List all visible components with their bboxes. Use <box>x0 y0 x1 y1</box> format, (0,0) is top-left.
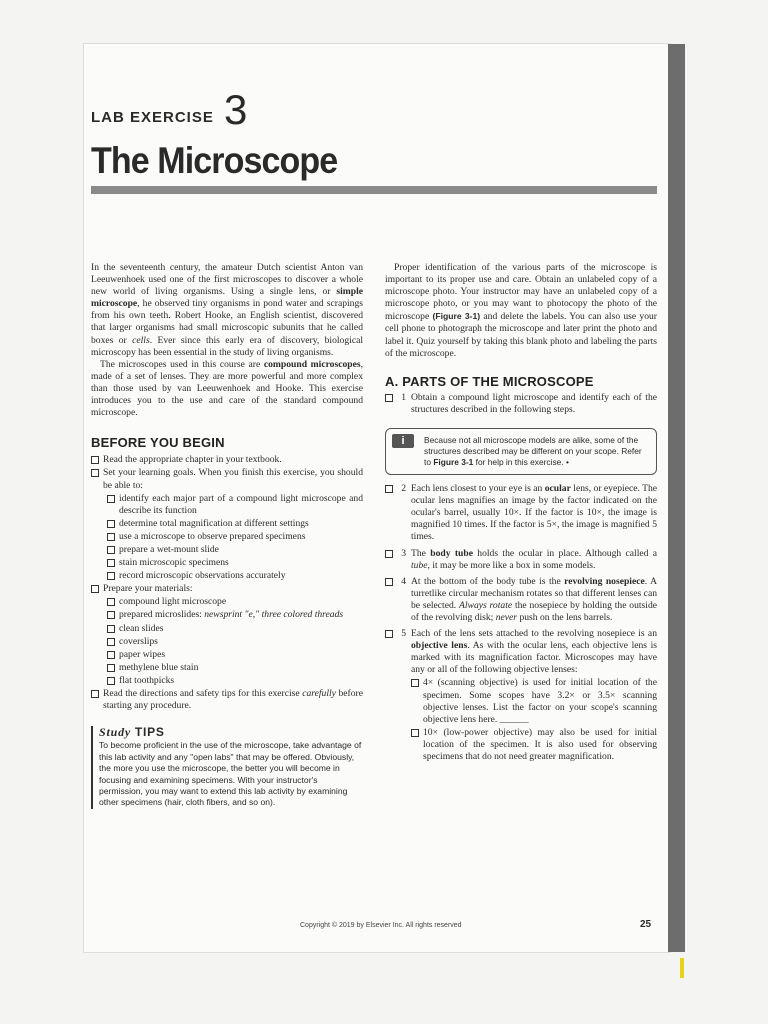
checkbox[interactable] <box>107 572 115 580</box>
goal-item[interactable]: determine total magnification at different settings <box>107 518 363 530</box>
checkbox[interactable] <box>411 679 419 687</box>
checkbox[interactable] <box>91 456 99 464</box>
title-divider <box>91 186 657 194</box>
goal-item[interactable]: record microscopic observations accurately <box>107 570 363 582</box>
page-edge-highlight <box>680 958 684 978</box>
checkbox[interactable] <box>107 651 115 659</box>
checklist-item-read-chapter[interactable]: Read the appropriate chapter in your textbook. <box>91 454 363 466</box>
checkbox[interactable] <box>385 550 393 558</box>
left-column <box>91 262 363 809</box>
parts-of-microscope-heading: A. PARTS OF THE MICROSCOPE <box>385 373 594 389</box>
checkbox[interactable] <box>91 585 99 593</box>
material-item[interactable]: clean slides <box>107 623 363 635</box>
checklist-item-learning-goals[interactable]: Set your learning goals. When you finish this exercise, you should be able to: <box>91 467 363 491</box>
material-item[interactable]: compound light microscope <box>107 596 363 608</box>
checkbox[interactable] <box>411 729 419 737</box>
checklist-item-materials[interactable]: Prepare your materials: <box>91 583 363 595</box>
step-3[interactable]: 3 The body tube holds the ocular in place. Although called a tube, it may be more like a box in some models. <box>385 548 657 572</box>
step-2[interactable]: 2 Each lens closest to your eye is an ocular lens, or eyepiece. The ocular lens magnifies an image by the factor indicated on the ocular's barrel, usually 10×. If the factor is 10×, the image is magnified 10 times. If the factor is 5×, the image is magnified 5 times. <box>385 483 657 543</box>
checkbox[interactable] <box>385 485 393 493</box>
goal-item[interactable]: identify each major part of a compound light microscope and describe its function <box>107 493 363 517</box>
checkbox[interactable] <box>385 394 393 402</box>
intro-paragraph-1: In the seventeenth century, the amateur Dutch scientist Anton van Leeuwenhoek used one of the first microscopes to discover a whole new world of living organisms. Using a single lens, or simple microscope, he observed tiny organisms in pond water and scrapings from his own teeth. Robert Hooke, an English scientist, discovered that larger organisms had small microscopic subunits that he called boxes or cells. Ever since this early era of discovery, biological microscopy has been essential in the study of living organisms. <box>91 262 363 358</box>
checkbox[interactable] <box>385 578 393 586</box>
info-note-box: i Because not all microscope models are alike, some of the structures described may be different on your scope. Refer to Figure 3-1 for help in this exercise. • <box>385 428 657 475</box>
material-item[interactable]: paper wipes <box>107 649 363 661</box>
copyright-footer: Copyright © 2019 by Elsevier Inc. All rights reserved <box>300 922 462 929</box>
goal-item[interactable]: use a microscope to observe prepared specimens <box>107 531 363 543</box>
checkbox[interactable] <box>107 664 115 672</box>
material-item-microslides[interactable]: prepared microslides: newsprint "e," three colored threads <box>107 609 363 621</box>
before-you-begin-heading: BEFORE YOU BEGIN <box>91 435 225 451</box>
objective-low-power[interactable]: 10× (low-power objective) may also be used for initial location of the specimen. It is also used for observing specimens that do not need greater magnification. <box>411 727 657 763</box>
study-tips-box <box>91 726 363 809</box>
step-1[interactable]: 1 Obtain a compound light microscope and identify each of the structures described in the following steps. <box>385 392 657 416</box>
checkbox[interactable] <box>107 533 115 541</box>
page-edge-tab <box>668 44 685 952</box>
page-number: 25 <box>640 919 652 930</box>
material-item[interactable]: methylene blue stain <box>107 662 363 674</box>
goal-item[interactable]: prepare a wet-mount slide <box>107 544 363 556</box>
checkbox[interactable] <box>107 495 115 503</box>
checkbox[interactable] <box>107 559 115 567</box>
study-tips-body: To become proficient in the use of the microscope, take advantage of this lab activity and any "open labs" that may be offered. Obviously, the more you use the microscope, the better you will become in focusing and examining specimens. With your instructor's permission, you may want to extend this lab activity by examining other specimens (hair, cloth fibers, and so on). <box>99 740 362 808</box>
checklist-item-directions[interactable]: Read the directions and safety tips for this exercise carefully before starting any procedure. <box>91 688 363 712</box>
checkbox[interactable] <box>91 690 99 698</box>
lab-exercise-number: 3 <box>224 86 248 133</box>
step-5[interactable]: 5 Each of the lens sets attached to the revolving nosepiece is an objective lens. As with the ocular lens, each objective lens is marked with its magnification factor. Microscopes may have any or all of the following objective lenses: <box>385 628 657 676</box>
checkbox[interactable] <box>107 625 115 633</box>
goal-item[interactable]: stain microscopic specimens <box>107 557 363 569</box>
page-title: The Microscope <box>91 140 338 181</box>
lab-exercise-label: LAB EXERCISE <box>91 109 214 126</box>
right-column <box>385 262 657 763</box>
study-tips-heading: Study TIPS <box>99 725 165 740</box>
intro-paragraph-2: The microscopes used in this course are compound microscopes, made of a set of lenses. They are more powerful and more complex than those used by van Leeuwenhoek and Hooke. This exercise introduces you to the use and care of the standard compound microscope. <box>91 358 363 419</box>
checkbox[interactable] <box>107 520 115 528</box>
checkbox[interactable] <box>91 469 99 477</box>
material-item[interactable]: coverslips <box>107 636 363 648</box>
info-icon: i <box>392 434 414 448</box>
step-4[interactable]: 4 At the bottom of the body tube is the revolving nosepiece. A turretlike circular mechanism rotates so that different lenses can be selected. Always rotate the nosepiece by holding the outside of the revolving disk; never push on the lens barrels. <box>385 576 657 624</box>
checkbox[interactable] <box>107 677 115 685</box>
checkbox[interactable] <box>107 598 115 606</box>
checkbox[interactable] <box>385 630 393 638</box>
checkbox[interactable] <box>107 611 115 619</box>
checkbox[interactable] <box>107 546 115 554</box>
objective-scanning[interactable]: 4× (scanning objective) is used for initial location of the specimen. Some scopes have 3.2× or 3.5× scanning objective lenses. List the factor on your scope's scanning objective lens here. ______ <box>411 677 657 725</box>
right-intro-paragraph: Proper identification of the various parts of the microscope is important to its proper use and care. Obtain an unlabeled copy of a microscope photo. Your instructor may have an unlabeled copy of a microscope photo, or you may want to photocopy the photo of the microscope (Figure 3-1) and delete the labels. You can also use your cell phone to photograph the microscope and later print the photo and label it. Quiz yourself by taking this blank photo and labeling the parts of the microscope. <box>385 262 658 359</box>
material-item[interactable]: flat toothpicks <box>107 675 363 687</box>
checkbox[interactable] <box>107 638 115 646</box>
